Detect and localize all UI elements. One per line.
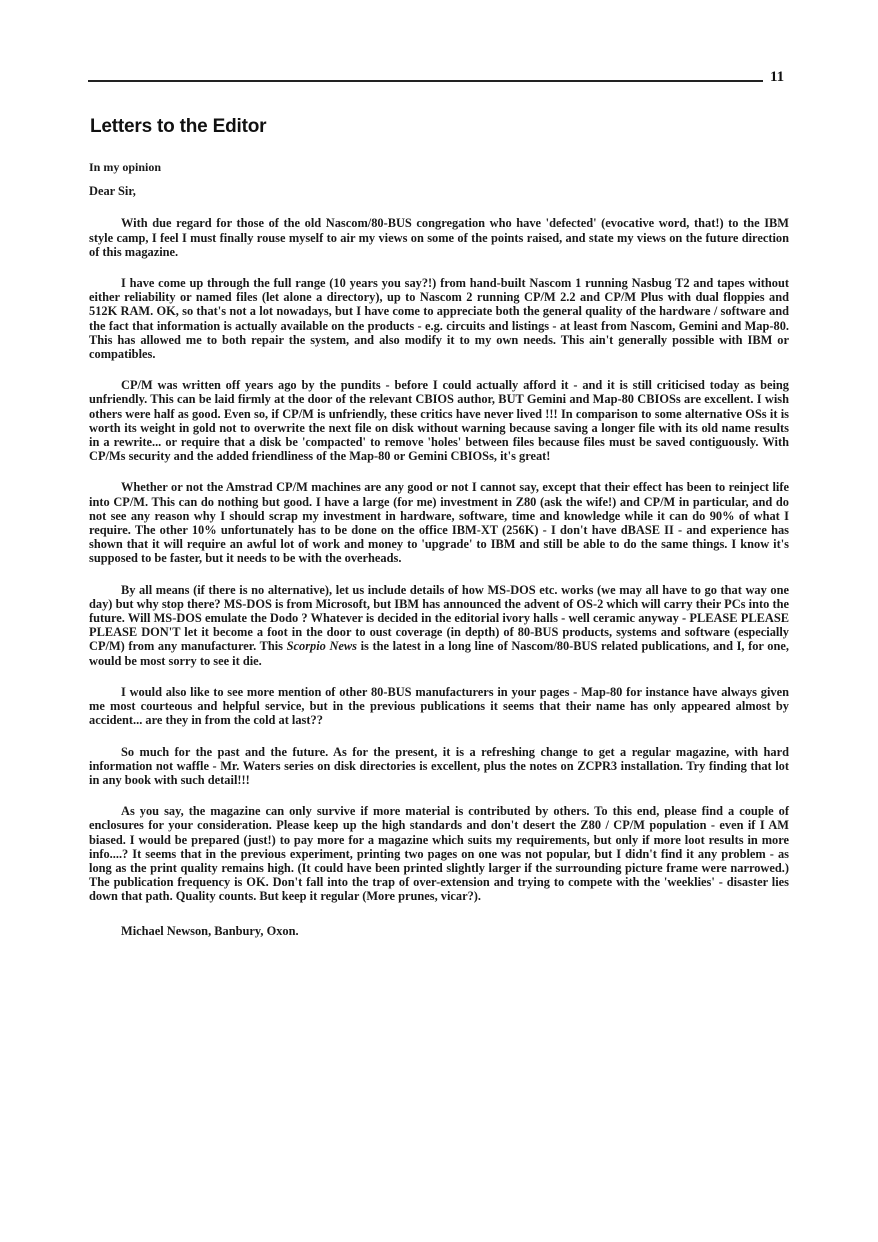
paragraph-text: is the latest in a long line of Nascom/80-BUS related publications, and I, for one, would be most sorry to see it die.: [89, 639, 789, 668]
page-number: 11: [770, 69, 785, 85]
paragraph: Whether or not the Amstrad CP/M machines are any good or not I cannot say, except that their effect has been to reinject life into CP/M. This can do nothing but good. I have a large (for me) investment in Z80 (ask the wife!) and CP/M in particular, and do not see any reason why I should scrap my investment in hardware, software, time and knowledge while it can do 90% of what I require. The other 10% unfortunately has to be done on the office IBM-XT (256K) - I don't have dBASE II - and experience has shown that it will require an awful lot of work and money to 'upgrade' to IBM and still be able to do the same things. I know it's supposed to be faster, but it needs to be with the overheads.: [89, 480, 789, 566]
signature: Michael Newson, Banbury, Oxon.: [121, 923, 299, 938]
paragraph: With due regard for those of the old Nascom/80-BUS congregation who have 'defected' (evocative word, that!) to the IBM style camp, I feel I must finally rouse myself to air my views on some of the points raised, and state my views on the future direction of this magazine.: [89, 216, 789, 259]
salutation: Dear Sir,: [89, 184, 136, 199]
page-title: Letters to the Editor: [90, 116, 267, 137]
paragraph: As you say, the magazine can only survive if more material is contributed by others. To this end, please find a couple of enclosures for your consideration. Please keep up the high standards and don't desert the Z80 / CP/M population - even if I AM biased. I would be prepared (just!) to pay more for a magazine which suits my requirements, but only if more loot results in more info....? It seems that in the previous experiment, printing two pages on one was not popular, but I didn't find it any problem - as long as the print quality remains high. (It could have been printed slightly larger if the surrounding picture frame were narrowed.) The publication frequency is OK. Don't fall into the trap of over-extension and trying to compete with the 'weeklies' - disaster lies down that path. Quality counts. But keep it regular (More prunes, vicar?).: [89, 804, 789, 904]
paragraph: I have come up through the full range (10 years you say?!) from hand-built Nascom 1 running Nasbug T2 and tapes without either reliability or named files (let alone a directory), up to Nascom 2 running CP/M 2.2 and CP/M Plus with dual floppies and 512K RAM. OK, so that's not a lot nowadays, but I have come to appreciate both the general quality of the hardware / software and the fact that information is actually available on the products - e.g. circuits and listings - at least from Nascom, Gemini and Map-80. This has allowed me to both repair the system, and also modify it to my own needs. This ain't generally possible with IBM or compatibles.: [89, 276, 789, 362]
paragraph-text: By all means (if there is no alternative), let us include details of how MS-DOS etc. works (we may all have to go that way one day) but why stop there? MS-DOS is from Microsoft, but IBM has announced the advent of OS-2 which will carry their PCs into the future. Will MS-DOS emulate the Dodo ? Whatever is decided in the editorial ivory halls - well ceramic anyway - PLEASE PLEASE PLEASE DON'T let it become a foot in the door to oust coverage (in depth) of 80-BUS products, systems and software (especially CP/M) from any manufacturer. This: [89, 582, 789, 654]
letter-subheading: In my opinion: [89, 160, 162, 174]
publication-title: Scorpio News: [286, 639, 357, 654]
paragraph: I would also like to see more mention of other 80-BUS manufacturers in your pages - Map-80 for instance have always given me most courteous and helpful service, but in the previous publications it seems that their name has only appeared almost by accident... are they in from the cold at last??: [89, 684, 789, 728]
paragraph: So much for the past and the future. As for the present, it is a refreshing change to get a regular magazine, with hard information not waffle - Mr. Waters series on disk directories is excellent, plus the notes on ZCPR3 installation. Try finding that lot in any book with such detail!!!: [89, 744, 789, 787]
paragraph: CP/M was written off years ago by the pundits - before I could actually afford it - and it is still criticised today as being unfriendly. This can be laid firmly at the door of the relevant CBIOS author, BUT Gemini and Map-80 CBIOSs are excellent. I wish others were half as good. Even so, if CP/M is unfriendly, these critics have never lived !!! In comparison to some alternative OSs it is worth its weight in gold not to overwrite the next file on disk without warning because saving a longer file with its old name results in a rewrite... or require that a disk be 'compacted' to remove 'holes' between files because files must be saved contiguously. With CP/Ms security and the added friendliness of the Map-80 or Gemini CBIOSs, it's great!: [89, 378, 789, 464]
paragraph: [89, 583, 789, 668]
header-rule: [88, 80, 763, 82]
letter-body: [89, 160, 789, 938]
